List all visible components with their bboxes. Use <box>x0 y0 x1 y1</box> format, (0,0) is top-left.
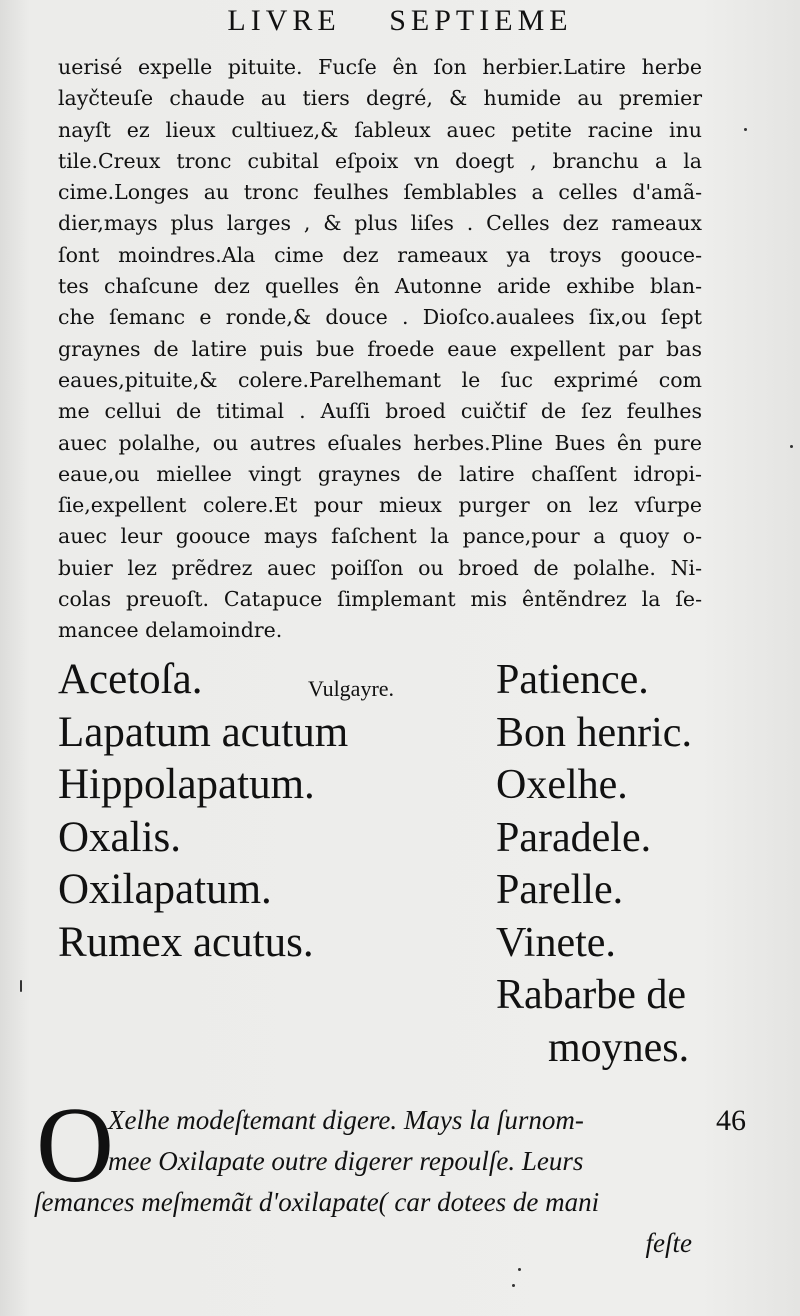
italic-paragraph <box>30 1086 710 1264</box>
latin-name: Rumex acutus. <box>58 918 314 966</box>
catchword: feſte <box>645 1228 692 1258</box>
page-number: 46 <box>716 1104 746 1137</box>
print-speck <box>512 1284 515 1287</box>
italic-line: mee Oxilapate outre digerer repoulſe. Leurs <box>108 1146 584 1176</box>
paragraph-line: cime.Longes au tronc feulhes ſemblables a celles d'amã- <box>58 180 702 205</box>
italic-line: Xelhe modeſtemant digere. Mays la ſurnom- <box>108 1105 584 1135</box>
header-word-2: SEPTIEME <box>389 4 573 37</box>
paragraph-line: auec polalhe, ou autres eſuales herbes.Pline Bues ên pure <box>58 430 702 455</box>
paragraph-line: auec leur goouce mays faſchent la pance,pour a quoy o- <box>58 524 702 549</box>
vulgar-name: Bon henric. <box>496 709 692 756</box>
vulgar-name: Patience. <box>496 657 649 703</box>
print-speck <box>790 445 793 448</box>
latin-names-column <box>58 654 348 969</box>
paragraph-line: ſont moindres.Ala cime dez rameaux ya troys goouce- <box>58 242 702 267</box>
vulgar-name: Paradele. <box>496 814 652 861</box>
print-speck <box>20 980 22 992</box>
vulgar-names-column <box>496 654 692 1074</box>
latin-name: Lapatum acutum <box>58 708 349 756</box>
paragraph-line: graynes de latire puis bue froede eaue expellent par bas <box>58 336 702 361</box>
vulgar-name: Oxelhe. <box>496 762 628 808</box>
header-word-1: LIVRE <box>227 4 341 37</box>
latin-name: Oxalis. <box>58 813 182 861</box>
latin-name: Oxilapatum. <box>58 866 272 913</box>
latin-name: Acetoſa. <box>58 656 203 703</box>
paragraph-line: tes chaſcune dez quelles ên Autonne aride exhibe blan- <box>58 274 702 299</box>
drop-cap: O <box>36 1086 114 1205</box>
italic-line: ſemances meſmemãt d'oxilapate( car dotees de mani <box>34 1187 600 1217</box>
paragraph-line: tile.Creux tronc cubital eſpoix vn doegt , branchu a la <box>58 148 702 173</box>
paragraph-line: nayſt ez lieux cultiuez,& ſableux auec petite racine inu <box>58 117 702 142</box>
vulgar-name: moynes. <box>548 1024 690 1071</box>
paragraph-line: layčteuſe chaude au tiers degré, & humide au premier <box>58 86 702 111</box>
paragraph-line: dier,mays plus larges , & plus liſes . Celles dez rameaux <box>58 211 702 236</box>
paragraph-line: eaues,pituite,& colere.Parelhemant le ſuc exprimé com <box>58 367 702 392</box>
vulgar-name: Vinete. <box>496 919 616 966</box>
print-speck <box>744 128 747 131</box>
latin-name: Hippolapatum. <box>58 761 315 808</box>
running-header <box>0 4 800 38</box>
vulgayre-label: Vulgayre. <box>308 676 395 701</box>
paragraph-line: ſie,expellent colere.Et pour mieux purger on lez vſurpe <box>58 493 702 518</box>
print-speck <box>518 1268 521 1271</box>
paragraph-line: mancee delamoindre. <box>58 618 283 643</box>
paragraph-line: colas preuoſt. Catapuce ſimplemant mis êntẽndrez la ſe- <box>58 587 702 612</box>
paragraph-line: eaue,ou miellee vingt graynes de latire chaſſent idropi- <box>58 461 702 486</box>
paragraph-line: uerisé expelle pituite. Fucſe ên ſon herbier.Latire herbe <box>58 55 702 79</box>
paragraph-line: buier lez prẽdrez auec poiſſon ou broed de polalhe. Ni- <box>58 555 702 580</box>
paragraph-line: me cellui de titimal . Auſſi broed cuičtif de ſez feulhes <box>58 399 702 424</box>
body-paragraph <box>58 52 702 647</box>
paragraph-line: che ſemanc e ronde,& douce . Dioſco.aualees ſix,ou ſept <box>58 305 702 330</box>
vulgar-name: Parelle. <box>496 867 624 913</box>
vulgar-name: Rabarbe de <box>496 972 687 1018</box>
